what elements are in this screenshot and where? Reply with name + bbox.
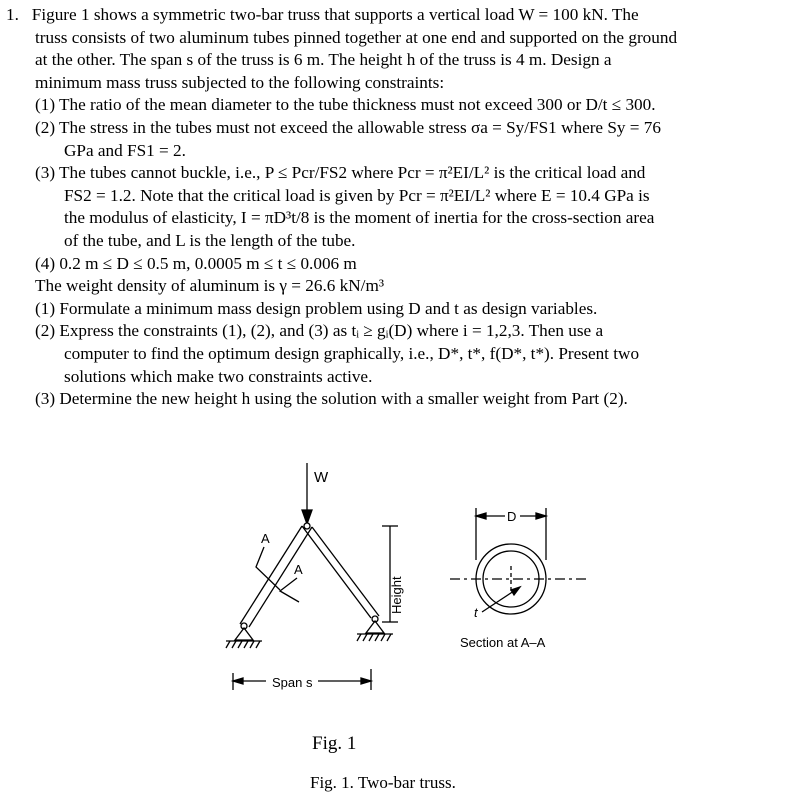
load-label: W [314,469,329,486]
left-support [235,628,253,640]
constraint-1: (1) The ratio of the mean diameter to the tube thickness must not exceed 300 or D/t ≤ 300. [35,95,656,115]
section-marker-a2: A [294,562,303,577]
diameter-label: D [507,509,517,524]
height-label: Height [389,576,404,614]
right-bar-edge [302,526,371,618]
span-label: Span s [272,675,313,690]
section-marker-a1: A [261,531,270,546]
left-bar-edge [240,526,302,624]
intro-line: Figure 1 shows a symmetric two-bar truss that supports a vertical load W = 100 kN. The [31,5,639,24]
problem-intro [6,4,806,27]
constraint-4: (4) 0.2 m ≤ D ≤ 0.5 m, 0.0005 m ≤ t ≤ 0.006 m [35,253,357,273]
figure-label: Fig. 1 [312,733,357,754]
constraint-3-cont: FS2 = 1.2. Note that the critical load is given by Pcr = π²EI/L² where E = 10.4 GPa is [64,185,650,205]
thickness-label: t [474,605,478,620]
constraint-3-cont: of the tube, and L is the length of the tube. [64,230,356,250]
constraint-3-cont: the modulus of elasticity, I = πD³t/8 is the moment of inertia for the cross-section area [64,208,655,228]
intro-line: minimum mass truss subjected to the following constraints: [35,72,445,92]
truss-diagram [0,440,812,808]
figure-caption: Fig. 1. Two-bar truss. [310,773,456,792]
left-bar-edge [249,527,312,627]
d-arrow-left [476,513,486,519]
span-arrow-right [361,678,371,684]
constraint-3: (3) The tubes cannot buckle, i.e., P ≤ Pcr/FS2 where Pcr = π²EI/L² is the critical load and [35,163,646,183]
task-3: (3) Determine the new height h using the solution with a smaller weight from Part (2). [35,389,628,409]
tube-inner [483,551,539,607]
span-arrow-left [233,678,243,684]
right-bar-edge [312,527,379,616]
load-arrowhead [302,510,312,524]
problem-statement [6,4,806,411]
section-caption: Section at A–A [460,635,546,650]
constraint-2-cont: GPa and FS1 = 2. [64,140,186,160]
left-ground-hatch [226,641,260,648]
t-arrow [511,587,520,595]
task-2: (2) Express the constraints (1), (2), and (3) as tᵢ ≥ gᵢ(D) where i = 1,2,3. Then use a [35,321,604,341]
task-1: (1) Formulate a minimum mass design problem using D and t as design variables. [35,298,598,318]
right-support [366,621,384,633]
task-2-cont: computer to find the optimum design graphically, i.e., D*, t*, f(D*, t*). Present two [64,343,640,363]
density-statement: The weight density of aluminum is γ = 26.6 kN/m³ [35,276,384,296]
truss-figure [0,440,812,808]
intro-line: at the other. The span s of the truss is 6 m. The height h of the truss is 4 m. Design a [35,50,612,70]
section-cut-right [280,578,299,602]
d-arrow-right [536,513,546,519]
intro-line: truss consists of two aluminum tubes pinned together at one end and supported on the ground [35,27,678,47]
constraint-2: (2) The stress in the tubes must not exceed the allowable stress σa = Sy/FS1 where Sy = 76 [35,117,661,137]
apex-pin [304,523,310,529]
task-2-cont: solutions which make two constraints active. [64,366,373,386]
right-ground-hatch [357,634,391,641]
problem-number: 1. [6,5,19,24]
